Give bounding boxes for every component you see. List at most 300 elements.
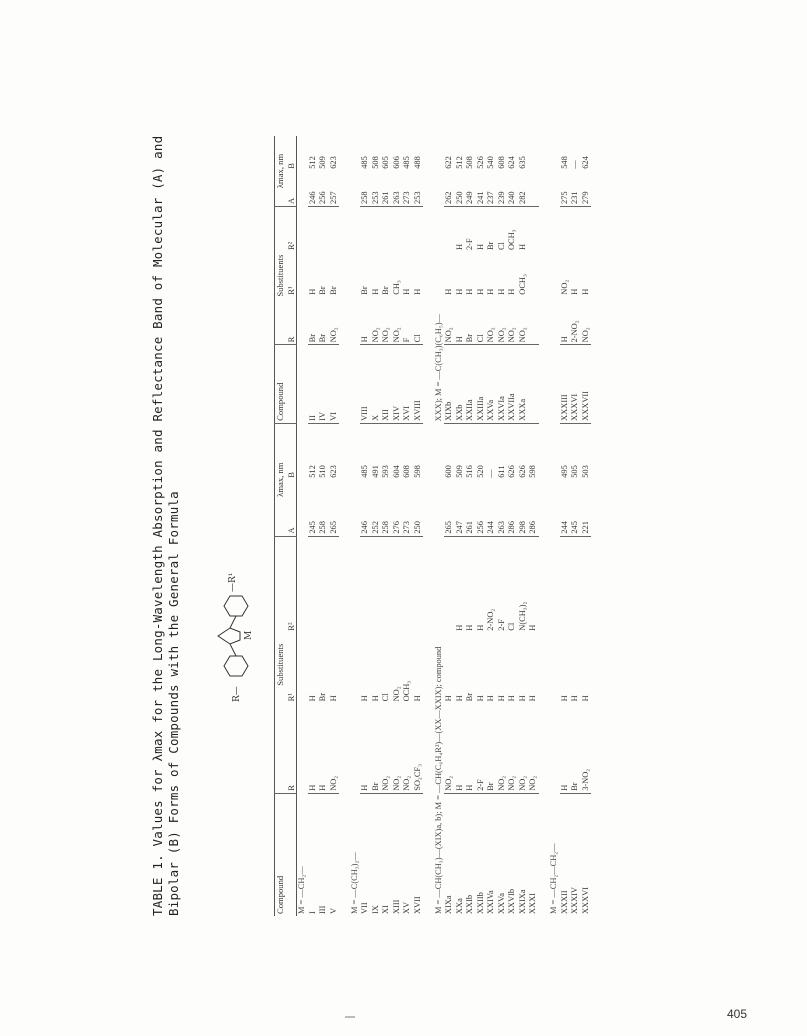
table-cell: 503 (580, 465, 590, 478)
table-cell: XXXIII (560, 345, 571, 423)
table-cell: 275 (560, 171, 571, 207)
table-cell: 593 (381, 465, 390, 478)
group-header-row (297, 136, 308, 916)
table-cell: H (507, 288, 516, 295)
table-cell: H (328, 695, 338, 702)
table-cell: — (486, 469, 495, 478)
table-cell: H (475, 243, 485, 251)
table-cell: 611 (496, 465, 506, 478)
table-row (360, 136, 371, 916)
table-cell: NO₂ (444, 703, 455, 793)
formula-left-label: R— (232, 686, 242, 702)
table-cell: 508 (370, 156, 380, 169)
table-cell: XXIIa (465, 345, 476, 423)
table-cell (402, 206, 413, 252)
table-cell: 261 (465, 480, 476, 536)
table-cell: 244 (486, 480, 497, 536)
table-cell: 2-NO₂ (486, 608, 495, 631)
table-cell: 240 (507, 171, 518, 207)
table-cell: H (454, 288, 464, 295)
table-cell: H (507, 695, 516, 702)
table-cell: 263 (497, 480, 508, 536)
table-cell: 245 (570, 480, 581, 536)
table-cell: 626 (517, 465, 527, 478)
table-row (570, 136, 581, 916)
table-cell: 635 (517, 156, 527, 169)
table-cell: XXXa (518, 345, 529, 423)
header-compound-right: Compound (275, 345, 297, 423)
table-cell (381, 206, 392, 252)
table-cell: VI (329, 345, 340, 423)
table-cell: H (360, 297, 371, 345)
table-cell: 623 (328, 465, 338, 478)
table-cell: 256 (318, 171, 329, 207)
table-cell: NO₂ (391, 686, 401, 702)
general-formula-diagram (190, 566, 276, 706)
table-cell: 265 (444, 480, 455, 536)
group-label-right (549, 136, 560, 423)
table-cell (444, 206, 455, 252)
table-cell: Cl (413, 297, 424, 345)
table-cell: N(CH₃)₂ (517, 601, 527, 631)
table-cell: H (528, 624, 537, 631)
table-cell: NO₂ (486, 297, 497, 345)
table-cell: H (370, 695, 380, 702)
table-cell: 252 (371, 480, 382, 536)
table-cell: 244 (560, 480, 571, 536)
table-row (371, 136, 382, 916)
table-cell: XXXVI (580, 887, 590, 914)
header-substituents-left: Substituents (275, 536, 286, 793)
table-cell: NO₂ (497, 703, 508, 793)
table-row (465, 136, 476, 916)
table-cell: OCH₃ (517, 274, 527, 295)
table-cell: Br (465, 693, 474, 702)
table-cell: 505 (570, 465, 579, 478)
table-cell: Br (318, 297, 329, 345)
table-cell: NO₂ (402, 703, 413, 793)
table-cell: H (475, 288, 485, 295)
table-cell: H (412, 695, 422, 702)
table-cell: XXXVI (570, 345, 581, 423)
table-cell: Br (371, 703, 382, 793)
table-cell: H (360, 695, 369, 702)
table-cell: H (570, 288, 579, 295)
table-cell (528, 252, 539, 297)
table-cell (528, 171, 539, 207)
table-cell: 246 (308, 171, 319, 207)
table-cell: H (465, 703, 476, 793)
table-cell: XIXb (444, 345, 455, 423)
group-label-right (297, 136, 308, 423)
table-cell: NO₂ (329, 703, 340, 793)
table-cell: NO₂ (392, 297, 403, 345)
table-cell: H (454, 695, 464, 702)
table-cell: XVI (402, 345, 413, 423)
table-cell: 250 (455, 171, 466, 207)
table-cell: 273 (402, 171, 413, 207)
table-cell: 605 (381, 156, 390, 169)
page-number: 405 (727, 1007, 748, 1021)
table-cell: 495 (559, 465, 569, 478)
table-cell: X (371, 345, 382, 423)
table-cell: 491 (370, 465, 380, 478)
header-lambda-left: λmax, nm (275, 423, 286, 536)
table-cell: 258 (381, 480, 392, 536)
table-cell (392, 206, 403, 252)
header-b-left: B (285, 472, 296, 478)
table-cell (413, 536, 424, 633)
header-substituents-right: Substituents (275, 206, 286, 344)
spacer-cell (423, 136, 434, 916)
table-cell: Br (486, 241, 495, 251)
table-cell: 276 (392, 480, 403, 536)
table-cell (318, 206, 329, 252)
table-cell: NO₂ (444, 297, 455, 345)
table-cell: XXVIa (497, 345, 508, 423)
table-cell: 273 (402, 480, 413, 536)
group-label-right (350, 136, 361, 423)
table-cell: Cl (507, 622, 516, 631)
table-cell: 258 (318, 480, 329, 536)
table-cell: NO₂ (381, 297, 392, 345)
table-cell: 509 (318, 156, 327, 169)
header-r2-left: R² (285, 622, 296, 631)
table-cell: H (570, 695, 579, 702)
table-cell: 2-F (476, 703, 487, 793)
table-cell: H (455, 297, 466, 345)
table-cell (402, 536, 413, 633)
table-cell: H (308, 703, 319, 793)
table-cell: H (559, 695, 569, 702)
table-body (297, 136, 602, 916)
table-cell: Cl (496, 242, 506, 251)
table-cell: 2-F (465, 238, 474, 251)
header-a-left: A (286, 480, 297, 536)
table-cell: H (444, 695, 453, 702)
caption-line-2: Bipolar (B) Forms of Compounds with the General Formula (166, 491, 181, 916)
table-cell: Br (465, 297, 476, 345)
table-cell: H (560, 297, 571, 345)
table-cell: CH₃ (391, 280, 401, 295)
table-cell: 3-NO₂ (581, 703, 592, 793)
table-cell: XIV (392, 345, 403, 423)
table-cell: Br (308, 297, 319, 345)
table-cell: 231 (570, 171, 581, 207)
table-cell: 286 (507, 480, 518, 536)
table-cell: 624 (580, 156, 590, 169)
table-cell: 520 (475, 465, 485, 478)
table-cell: XXVa (486, 345, 497, 423)
table-cell: 262 (444, 171, 455, 207)
table-cell: 508 (465, 156, 474, 169)
table-cell (318, 536, 329, 633)
table-cell (528, 297, 539, 345)
table-cell: NO₂ (507, 297, 518, 345)
rotated-table-page (150, 116, 790, 916)
table-cell: F (402, 297, 413, 345)
table-cell: II (308, 345, 319, 423)
table-cell (570, 536, 581, 633)
table-cell: XXXI (528, 893, 537, 914)
table-cell: 250 (413, 480, 424, 536)
table-cell: H (465, 624, 474, 631)
table-cell: 485 (360, 465, 369, 478)
table-cell: XXXVII (581, 345, 592, 423)
table-cell: VII (360, 902, 369, 914)
table-cell (360, 206, 371, 252)
table-cell: H (486, 288, 495, 295)
table-cell: 2-NO₂ (570, 297, 581, 345)
table-cell: 253 (413, 171, 424, 207)
group-spacer (591, 136, 602, 916)
table-cell (308, 536, 319, 633)
table-cell: Br (318, 693, 327, 702)
table-cell: Br (381, 286, 390, 295)
table-row (444, 136, 455, 916)
table-cell: 540 (486, 156, 495, 169)
table-cell: 247 (455, 480, 466, 536)
table-cell: XXIVa (486, 890, 495, 914)
header-r-left: R (286, 703, 297, 793)
spacer-cell (339, 136, 350, 916)
table-cell: 485 (402, 156, 411, 169)
group-spacer (339, 136, 350, 916)
formula-right-label: —R¹ (228, 572, 238, 592)
table-cell: Br (570, 703, 581, 793)
table-cell: H (412, 288, 422, 295)
table-cell (329, 206, 340, 252)
table-cell: Cl (476, 297, 487, 345)
table-cell: III (318, 905, 327, 914)
header-r-right: R (286, 297, 297, 345)
table-cell: H (402, 288, 411, 295)
table-cell: 509 (454, 465, 464, 478)
table-cell (381, 536, 392, 633)
table-cell: XXb (455, 345, 466, 423)
table-cell: XVII (412, 896, 422, 914)
header-r1-right: R¹ (285, 286, 296, 295)
table-cell: H (496, 695, 506, 702)
table-cell: 608 (402, 465, 411, 478)
table-cell: NO₂ (381, 703, 392, 793)
table-cell (444, 536, 455, 633)
scan-mark (345, 1016, 355, 1018)
table-cell: XXIIb (475, 892, 485, 914)
table-cell: 512 (454, 156, 464, 169)
caption-line-1: TABLE 1. Values for λmax for the Long-Wavelength Absorption and Reflectance Band of Molecular (A) and (150, 135, 165, 916)
table-cell: 249 (465, 171, 476, 207)
table-cell: 485 (360, 156, 369, 169)
table-cell: 245 (308, 480, 319, 536)
table-cell (560, 536, 571, 633)
table-row (413, 136, 424, 916)
group-label: M = —CH₂—CH₂— (549, 843, 558, 914)
table-cell: V (328, 907, 338, 914)
table-cell: H (455, 703, 466, 793)
table-cell: 261 (381, 171, 392, 207)
group-spacer (423, 136, 434, 916)
table-cell: 626 (507, 465, 516, 478)
table-cell: XXIIIa (476, 345, 487, 423)
table-cell: 512 (307, 465, 317, 478)
table-cell (560, 206, 571, 252)
spacer-cell (539, 136, 550, 916)
table-cell: NO₂ (507, 703, 518, 793)
table-cell: 600 (444, 465, 453, 478)
table-cell: NO₂ (581, 297, 592, 345)
table-cell: IV (318, 345, 329, 423)
table-cell: XXXII (559, 890, 569, 914)
table-cell: H (370, 288, 380, 295)
table-row (381, 136, 392, 916)
table-cell: NO₂ (559, 279, 569, 295)
header-a-right: A (286, 171, 297, 207)
table-cell (371, 206, 382, 252)
table-row (518, 136, 529, 916)
table-cell: H (307, 695, 317, 702)
table-cell: 279 (581, 171, 592, 207)
header-b-right: B (285, 163, 296, 169)
table-cell: H (560, 703, 571, 793)
table-cell: 282 (518, 171, 529, 207)
table-cell: 548 (559, 156, 569, 169)
table-cell: 606 (391, 156, 401, 169)
table-cell: XXVIb (507, 888, 516, 914)
table-cell (528, 206, 539, 252)
table-row (308, 136, 319, 916)
header-r2-right: R² (285, 241, 296, 251)
table-cell (371, 536, 382, 633)
table-cell (360, 536, 371, 633)
table-cell: Br (486, 703, 497, 793)
table-cell: H (580, 695, 590, 702)
table-row (497, 136, 508, 916)
table-cell: — (570, 160, 579, 169)
group-header-row (434, 136, 445, 916)
table-cell: H (475, 624, 485, 631)
table-cell: 598 (412, 465, 422, 478)
table-cell (329, 536, 340, 633)
table-cell: 623 (328, 156, 338, 169)
table-cell: 512 (307, 156, 317, 169)
table-row (476, 136, 487, 916)
table-cell: H (444, 288, 453, 295)
group-label: M = —CH₂— (297, 866, 306, 914)
table-cell: 239 (497, 171, 508, 207)
group-header-row (549, 136, 560, 916)
table-cell: H (318, 703, 329, 793)
table-cell: 257 (329, 171, 340, 207)
table-cell: 286 (528, 480, 539, 536)
table-row (329, 136, 340, 916)
table-cell: XI (381, 905, 390, 914)
table-cell (528, 345, 539, 423)
table-cell: IX (370, 905, 380, 914)
table-cell: 598 (528, 465, 537, 478)
table-cell (413, 206, 424, 252)
table-cell (528, 136, 539, 171)
table-cell: Br (318, 286, 327, 295)
table-cell: H (454, 243, 464, 251)
table-cell: XXa (454, 898, 464, 914)
table-cell (581, 206, 592, 252)
table-cell: XII (381, 345, 392, 423)
header-lambda-right: λmax, nm (275, 136, 286, 206)
header-r1-left: R¹ (285, 693, 296, 702)
formula-center-label: M (244, 630, 254, 640)
table-row (528, 136, 539, 916)
table-cell: H (486, 695, 495, 702)
data-table (274, 136, 602, 916)
table-row (318, 136, 329, 916)
table-cell: OCH₃ (402, 680, 411, 702)
table-row (560, 136, 571, 916)
table-cell: H (454, 624, 464, 631)
table-cell: I (307, 911, 317, 914)
table-cell: H (465, 288, 474, 295)
group-label: M = —C(CH₃)₂— (349, 852, 359, 914)
table-cell: H (475, 695, 485, 702)
table-cell: 510 (318, 465, 327, 478)
table-cell (570, 206, 581, 252)
table-cell: 258 (360, 171, 371, 207)
table-cell: Cl (381, 693, 390, 702)
table-cell: 263 (392, 171, 403, 207)
table-cell: Br (360, 286, 369, 295)
table-cell: XXXIV (570, 887, 579, 914)
table-cell: H (528, 695, 537, 702)
table-cell: NO₂ (528, 703, 539, 793)
table-cell: 488 (412, 156, 422, 169)
table-cell: 2-F (496, 619, 506, 631)
table-cell: XXIb (465, 894, 474, 914)
table-cell (392, 536, 403, 633)
header-compound-left: Compound (275, 875, 285, 914)
table-cell: VIII (360, 345, 371, 423)
table-cell: 298 (518, 480, 529, 536)
table-cell: 622 (444, 156, 453, 169)
table-cell: 237 (486, 171, 497, 207)
table-cell: H (517, 243, 527, 251)
table-cell: H (517, 695, 527, 702)
group-label: M = —CH(CH₃)—(XIX)a, b); M = —CH(C₆H₄R²)—(XX—XXIX); compound (433, 646, 443, 914)
table-cell: XVIII (413, 345, 424, 423)
table-cell: XXVa (496, 893, 506, 914)
table-cell: 526 (475, 156, 485, 169)
table-cell: 221 (581, 480, 592, 536)
table-cell: NO₂ (518, 297, 529, 345)
table-cell: Br (328, 286, 338, 295)
group-spacer (539, 136, 550, 916)
table-cell: 516 (465, 465, 474, 478)
table-cell: 624 (507, 156, 516, 169)
table-cell: H (580, 288, 590, 295)
table-row (455, 136, 466, 916)
table-cell: 265 (329, 480, 340, 536)
table-cell (581, 536, 592, 633)
table-row (392, 136, 403, 916)
table-cell: XIII (391, 899, 401, 914)
table-caption (150, 116, 182, 916)
group-label-right: XXX); M = —C(CH₃)(C₆H₅)— (433, 314, 443, 422)
table-cell: 241 (476, 171, 487, 207)
table-cell: NO₂ (329, 297, 340, 345)
group-header-row (350, 136, 361, 916)
table-cell: XXVIIa (507, 345, 518, 423)
table-cell: 256 (476, 480, 487, 536)
table-cell: NO₂ (392, 703, 403, 793)
